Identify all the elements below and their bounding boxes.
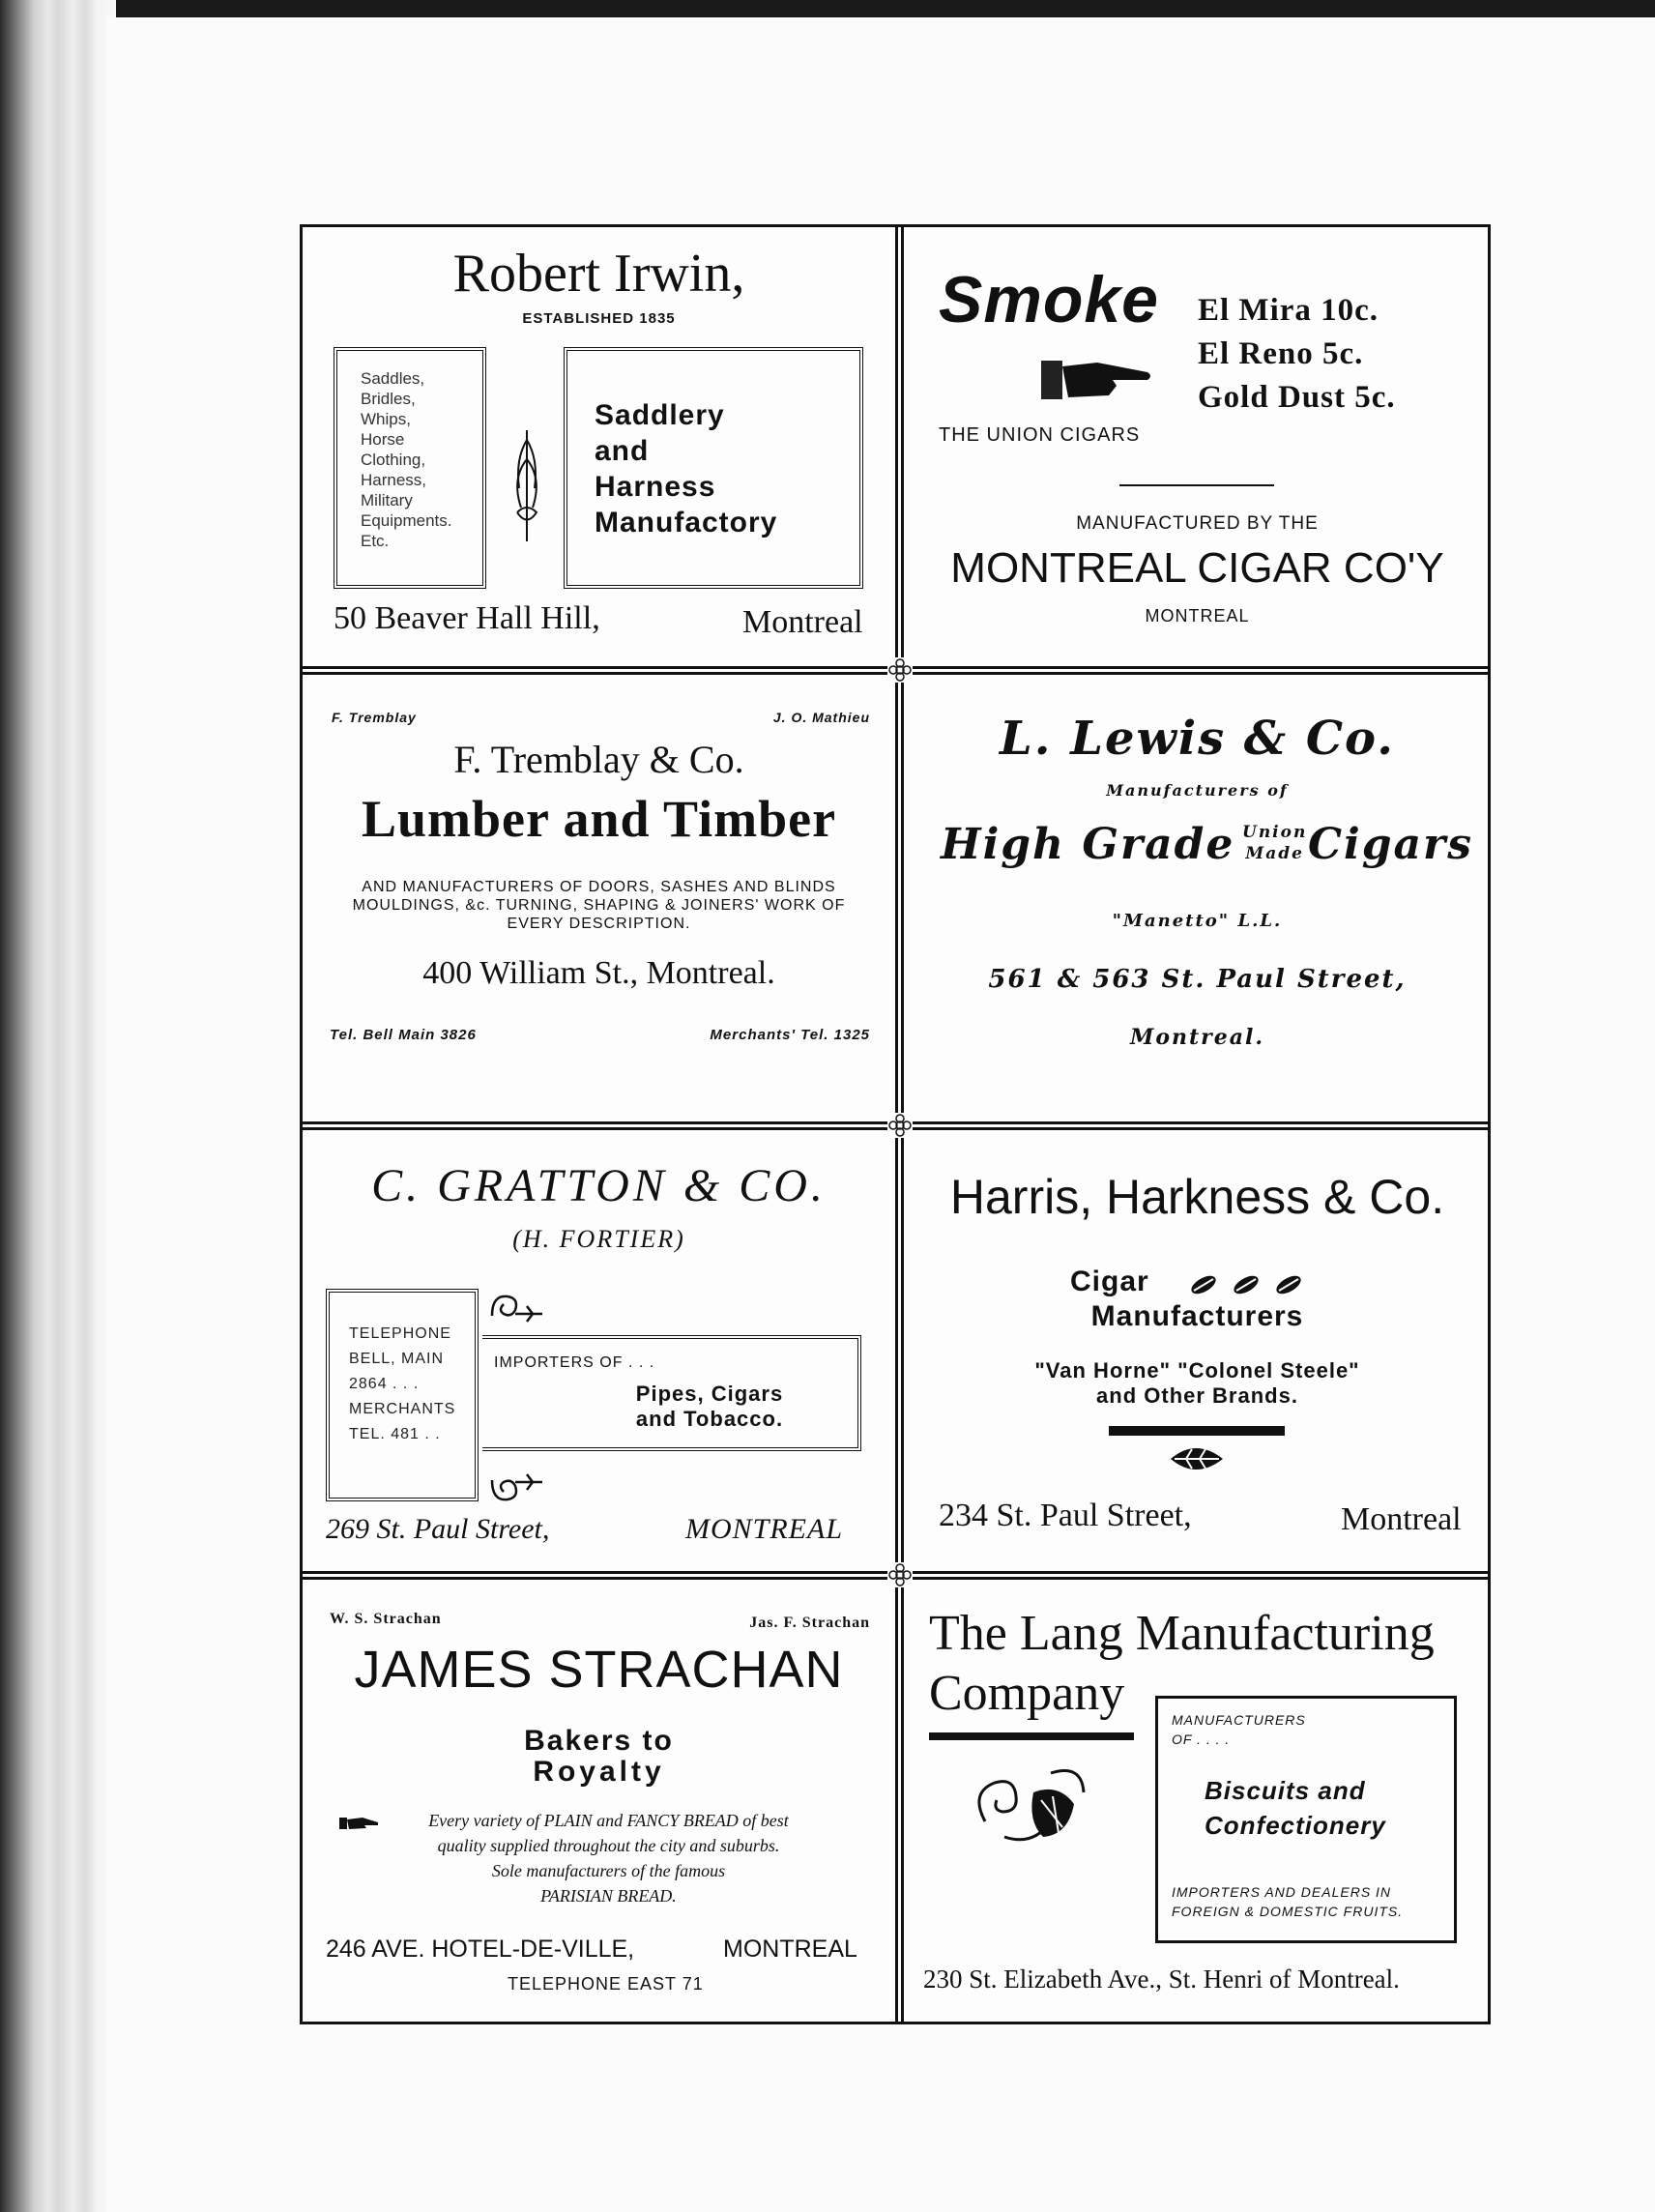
strachan-partner-left: W. S. Strachan [330, 1611, 442, 1627]
cigar-divider [1119, 484, 1274, 486]
tremblay-partner-left: F. Tremblay [332, 710, 417, 725]
ad-james-strachan [303, 1580, 895, 2023]
cigar-brand-item: El Mira 10c. [1198, 293, 1379, 328]
harris-brands-line2: and Other Brands. [1096, 1383, 1298, 1408]
irwin-goods-item: Etc. [361, 532, 390, 550]
strachan-partner-right: Jas. F. Strachan [749, 1615, 870, 1631]
irwin-trade-line: Harness [595, 471, 716, 503]
strachan-desc-line: PARISIAN BREAD. [540, 1886, 677, 1906]
irwin-goods-item: Harness, [361, 471, 427, 489]
ad-harris-harkness [904, 1130, 1491, 1571]
harris-trade-line1: Cigar [1070, 1266, 1149, 1297]
irwin-trade-lines [595, 397, 859, 540]
gratton-phone-line: MERCHANTS [349, 1401, 456, 1417]
cigar-brand-list [1198, 289, 1396, 420]
ad-tremblay [303, 675, 895, 1121]
strachan-tag-line1: Bakers to [524, 1725, 674, 1757]
lang-products-line2: Confectionery [1205, 1811, 1386, 1840]
harris-trade-line2: Manufacturers [1090, 1300, 1304, 1332]
strachan-city: MONTREAL [723, 1936, 857, 1963]
irwin-goods-item: Bridles, [361, 390, 416, 408]
irwin-goods-list [361, 368, 482, 551]
lang-import-line2: FOREIGN & DOMESTIC FRUITS. [1172, 1904, 1404, 1919]
lang-of-label: OF . . . . [1172, 1732, 1231, 1747]
harris-address: 234 St. Paul Street, [939, 1498, 1192, 1533]
scroll-flourish-icon [484, 1467, 544, 1509]
lewis-address: 561 & 563 St. Paul Street, [988, 965, 1407, 994]
lewis-company: L. Lewis & Co. [1000, 712, 1395, 766]
lewis-city: Montreal. [1129, 1025, 1265, 1050]
irwin-goods-item: Equipments. [361, 511, 452, 530]
lewis-manufacturers-of: Manufacturers of [1106, 781, 1289, 800]
tremblay-trade: Lumber and Timber [361, 790, 837, 848]
gratton-phone-line: BELL, MAIN [349, 1351, 445, 1367]
strachan-address: 246 AVE. HOTEL-DE-VILLE, [326, 1936, 635, 1963]
gratton-city: MONTREAL [685, 1513, 844, 1545]
irwin-city: Montreal [742, 604, 863, 640]
gratton-sub: (H. FORTIER) [512, 1225, 685, 1253]
gratton-phone-lines [349, 1322, 475, 1447]
lang-products-line1: Biscuits and [1205, 1776, 1366, 1805]
harris-company: Harris, Harkness & Co. [949, 1170, 1445, 1224]
harris-city: Montreal [1341, 1501, 1462, 1537]
lewis-product-left: High Grade [941, 820, 1235, 869]
irwin-trade-box [564, 347, 863, 589]
montreal-cigar-city: MONTREAL [1145, 606, 1250, 626]
gratton-goods [569, 1382, 850, 1432]
tremblay-desc-line: AND MANUFACTURERS OF DOORS, SASHES AND BLINDS [362, 879, 836, 895]
ad-lewis [904, 675, 1491, 1121]
manufactured-by-label: MANUFACTURED BY THE [1076, 513, 1319, 534]
irwin-trade-line: Manufactory [595, 507, 778, 538]
tremblay-partner-right: J. O. Mathieu [772, 710, 870, 725]
lang-company-line2: Company [929, 1666, 1125, 1721]
lang-products-box [1155, 1696, 1457, 1943]
lang-mfrs-label: MANUFACTURERS [1172, 1712, 1306, 1728]
ad-lang-manufacturing [904, 1580, 1491, 2023]
irwin-goods-item: Military [361, 491, 413, 509]
strachan-desc-line: Sole manufacturers of the famous [491, 1861, 726, 1880]
gratton-goods-line2: and Tobacco. [635, 1407, 784, 1431]
irwin-name: Robert Irwin, [452, 244, 745, 304]
gratton-importers-box [482, 1335, 861, 1451]
pointing-hand-icon [1039, 355, 1155, 405]
gratton-importers: IMPORTERS OF . . . [494, 1354, 655, 1371]
irwin-goods-item: Clothing, [361, 451, 426, 469]
strachan-desc-line: Every variety of PLAIN and FANCY BREAD of best [428, 1811, 789, 1830]
tremblay-desc-line: EVERY DESCRIPTION. [507, 916, 691, 932]
lewis-union-top: Union [1242, 823, 1308, 842]
scroll-flourish-icon [484, 1287, 544, 1329]
cigar-brand-item: Gold Dust 5c. [1198, 380, 1396, 415]
ad-montreal-cigar [904, 227, 1491, 666]
strachan-description [322, 1808, 895, 1908]
irwin-goods-box [334, 347, 486, 589]
advertisement-grid [300, 224, 1491, 2024]
lang-company-line1: The Lang Manufacturing [929, 1606, 1435, 1661]
tremblay-company: F. Tremblay & Co. [453, 738, 744, 781]
irwin-goods-item: Whips, [361, 410, 411, 428]
floral-scroll-icon [966, 1754, 1091, 1854]
strachan-desc-line: quality supplied throughout the city and suburbs. [437, 1836, 780, 1855]
irwin-established: ESTABLISHED 1835 [522, 310, 676, 327]
ad-gratton [303, 1130, 895, 1571]
gratton-phone-box [326, 1289, 479, 1501]
cigar-brand-item: El Reno 5c. [1198, 336, 1364, 371]
strachan-telephone: TELEPHONE EAST 71 [508, 1974, 704, 1994]
lewis-brand: "Manetto" L.L. [1112, 911, 1283, 931]
tremblay-tel-merchants: Merchants' Tel. 1325 [710, 1027, 870, 1043]
lang-underline [929, 1732, 1134, 1740]
gratton-phone-line: 2864 . . . [349, 1376, 420, 1392]
irwin-trade-line: Saddlery [595, 399, 725, 431]
book-page-edges [0, 0, 116, 2212]
lewis-product-right: Cigars [1308, 820, 1473, 869]
harris-brands-line1: "Van Horne" "Colonel Steele" [1034, 1358, 1360, 1382]
lang-import-line1: IMPORTERS AND DEALERS IN [1172, 1884, 1392, 1900]
irwin-goods-item: Horse [361, 430, 405, 449]
montreal-cigar-company: MONTREAL CIGAR CO'Y [950, 544, 1444, 592]
smoke-heading: Smoke [939, 263, 1159, 336]
irwin-goods-item: Saddles, [361, 369, 425, 388]
tremblay-desc-line: MOULDINGS, &c. TURNING, SHAPING & JOINERS' WORK OF [352, 897, 846, 914]
union-cigars-label: THE UNION CIGARS [939, 424, 1141, 446]
lewis-union-bottom: Made [1245, 844, 1304, 863]
lang-address: 230 St. Elizabeth Ave., St. Henri of Montreal. [923, 1965, 1400, 1994]
gratton-address: 269 St. Paul Street, [326, 1513, 550, 1545]
tremblay-tel-bell: Tel. Bell Main 3826 [330, 1027, 477, 1043]
leaf-ornament-icon [1186, 1269, 1312, 1300]
harris-bar [1109, 1426, 1285, 1436]
strachan-company: JAMES STRACHAN [354, 1641, 844, 1699]
irwin-trade-line: and [595, 435, 650, 467]
gratton-goods-line1: Pipes, Cigars [635, 1382, 784, 1406]
irwin-address: 50 Beaver Hall Hill, [334, 600, 600, 636]
gratton-company: C. GRATTON & CO. [371, 1160, 827, 1211]
gratton-phone-line: TELEPHONE [349, 1325, 451, 1342]
wheat-sheaf-icon [508, 421, 546, 546]
gratton-phone-line: TEL. 481 . . [349, 1426, 441, 1442]
leaf-icon [1167, 1441, 1227, 1476]
tremblay-description [303, 878, 895, 933]
tremblay-address: 400 William St., Montreal. [422, 955, 775, 991]
ad-robert-irwin [303, 227, 895, 666]
lewis-union-made [1242, 822, 1307, 864]
strachan-tag-line2: Royalty [533, 1756, 665, 1788]
